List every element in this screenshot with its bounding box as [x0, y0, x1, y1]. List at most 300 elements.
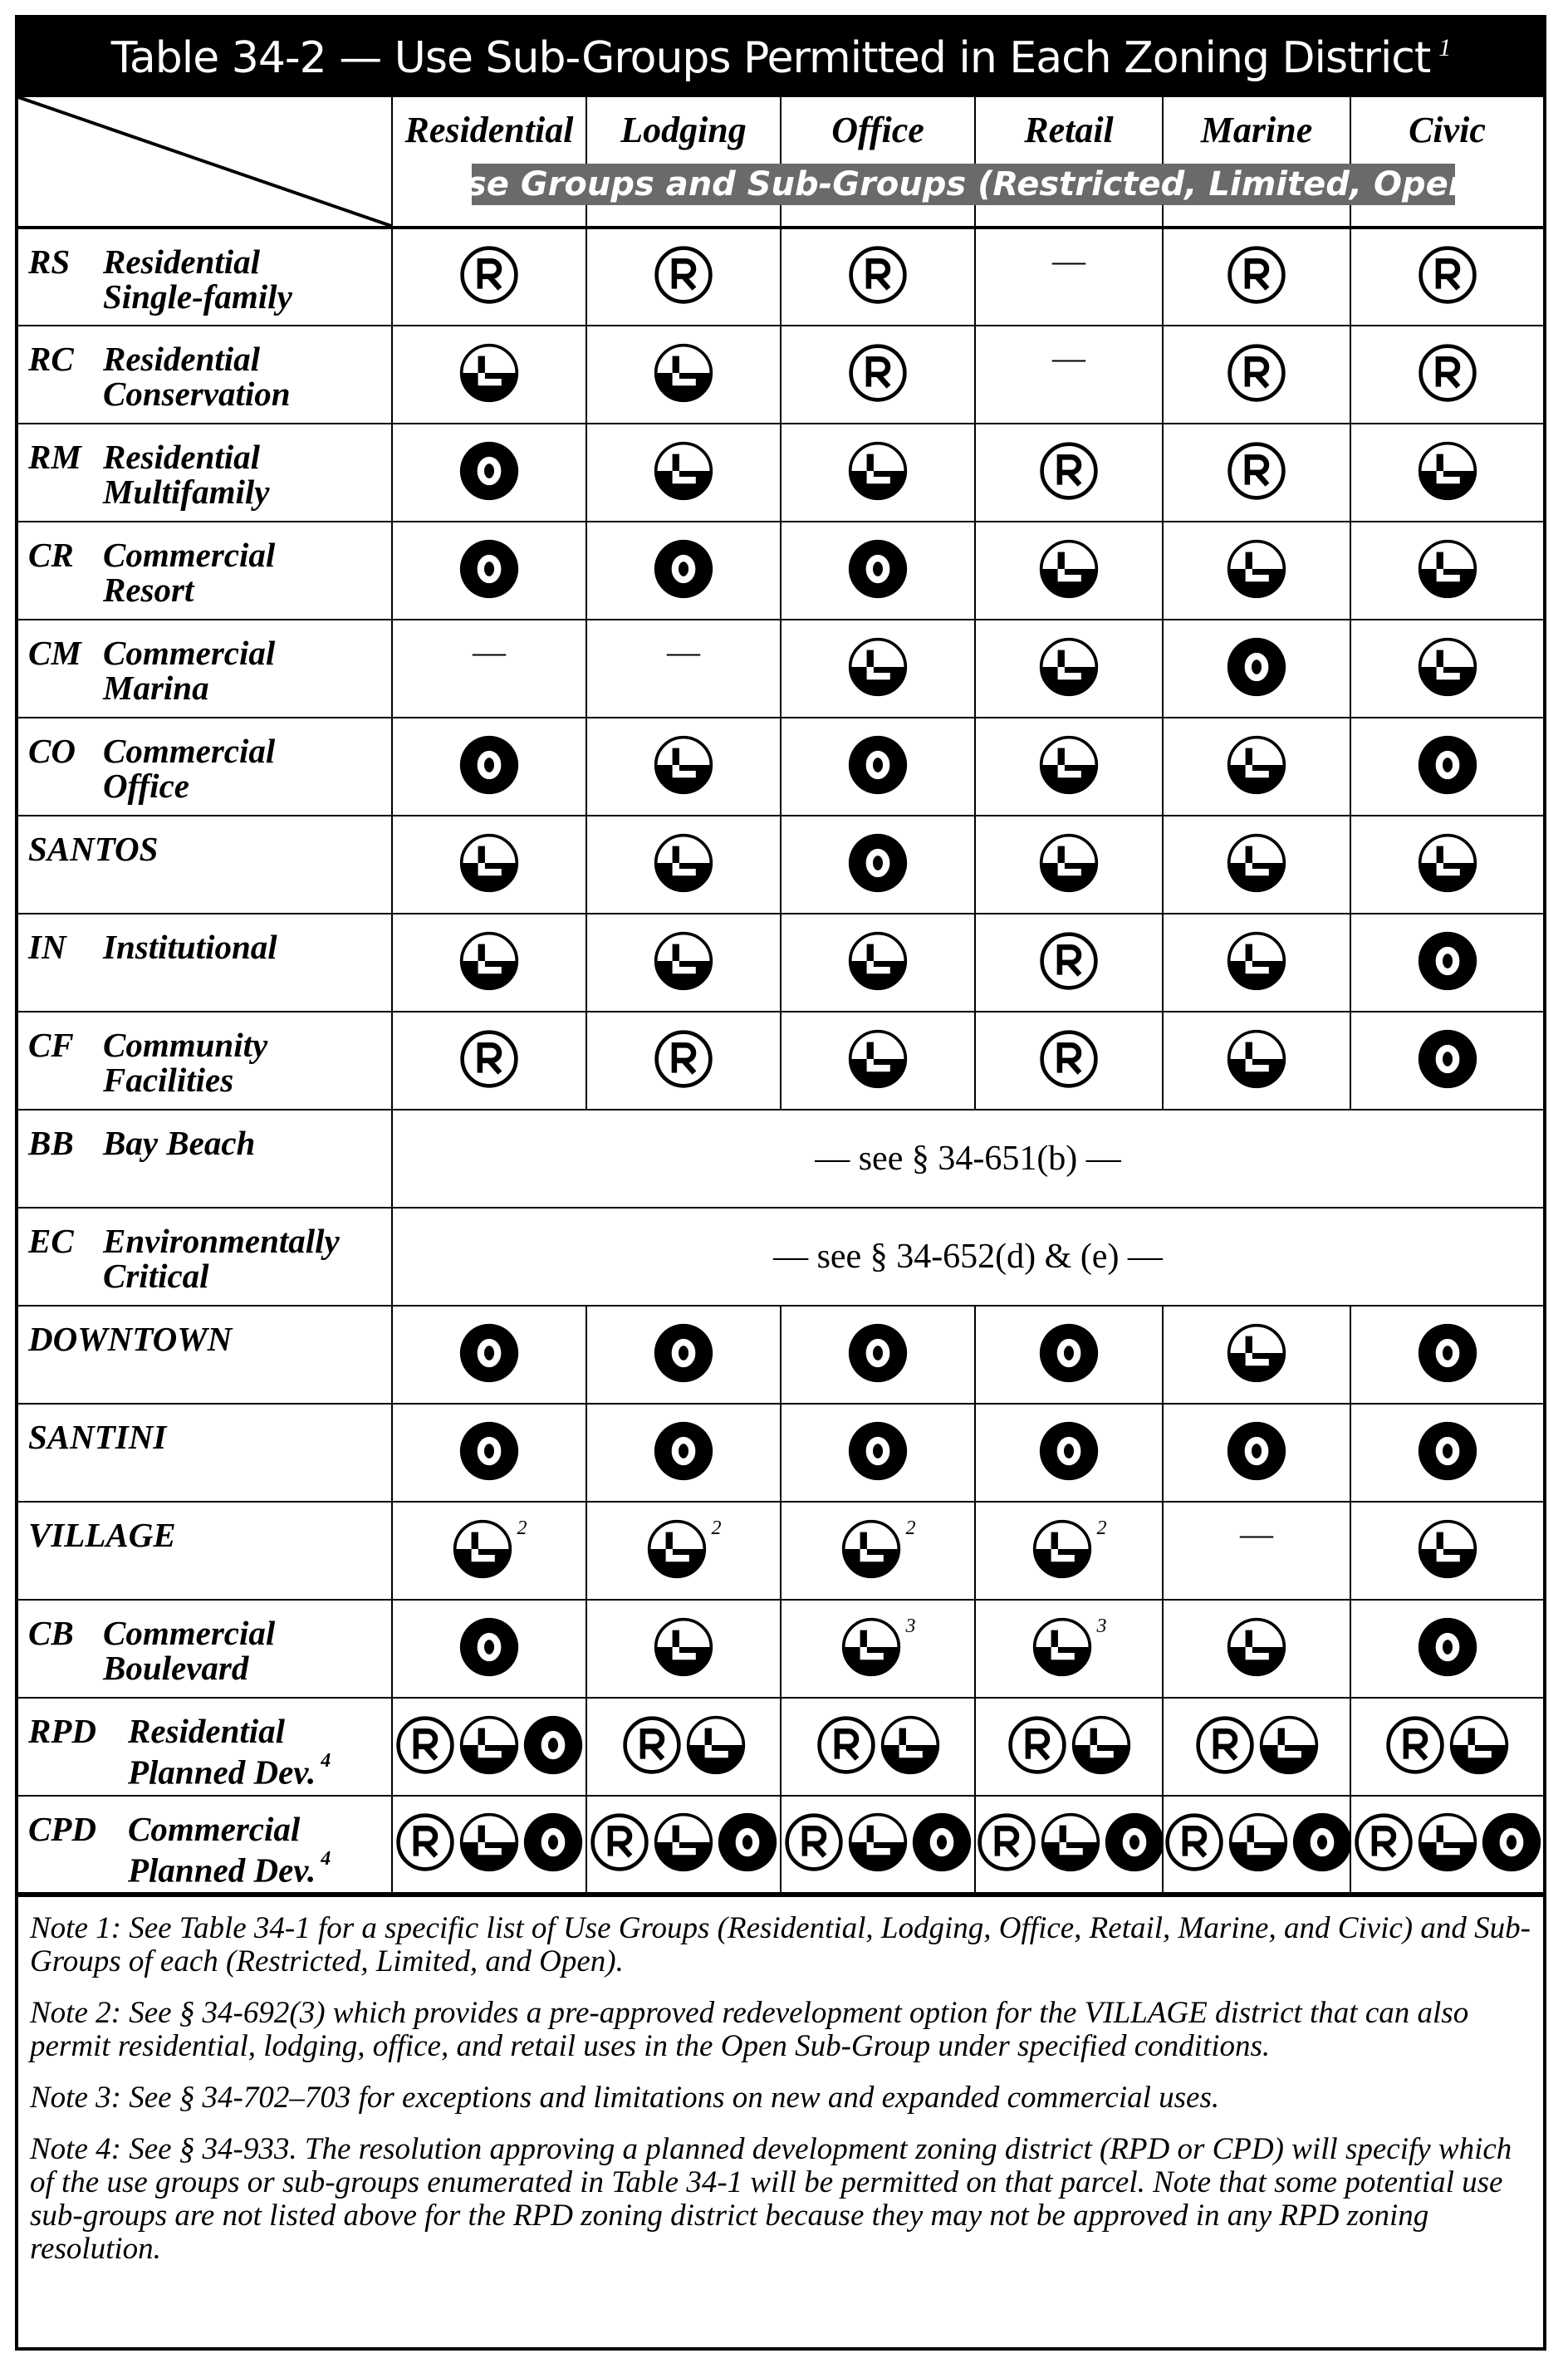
symbol-group	[1417, 342, 1478, 404]
limited-symbol-icon	[653, 1812, 714, 1873]
district-name-line	[103, 635, 391, 670]
symbol-group	[1031, 1518, 1107, 1580]
restricted-symbol-icon	[621, 1714, 683, 1776]
symbol-group	[653, 1322, 714, 1384]
symbol-group	[976, 1812, 1165, 1873]
permission-cell-marine	[1163, 620, 1350, 718]
see-section-reference: — see § 34-651(b) —	[392, 1110, 1543, 1208]
symbol-group	[1164, 1812, 1353, 1873]
table-row	[18, 1600, 1543, 1698]
permission-cell-office	[781, 424, 975, 522]
district-name-text: Planned Dev.	[128, 1753, 316, 1792]
district-name-line	[103, 1027, 391, 1062]
open-symbol-icon	[1038, 1322, 1100, 1384]
permission-cell-residential	[392, 424, 586, 522]
district-cell	[18, 326, 392, 424]
permission-cell-office	[781, 914, 975, 1012]
limited-symbol-icon	[458, 832, 520, 894]
open-symbol-icon	[458, 1322, 520, 1384]
table-row	[18, 1404, 1543, 1502]
district-name-text: Commercial	[128, 1810, 301, 1848]
district-name-line	[103, 537, 391, 572]
permission-cell-retail	[975, 914, 1163, 1012]
symbol-group	[1417, 1322, 1478, 1384]
column-header-label: Civic	[1409, 110, 1486, 150]
district-name-line	[103, 1223, 391, 1258]
permission-cell-civic	[1350, 1698, 1543, 1796]
open-symbol-icon	[1417, 1028, 1478, 1090]
district-name-text: Planned Dev.	[128, 1851, 316, 1890]
symbol-group	[1031, 1616, 1107, 1678]
district-cell	[18, 1600, 392, 1698]
permission-cell-lodging	[586, 914, 781, 1012]
table-row	[18, 522, 1543, 620]
column-header-label: Marine	[1200, 110, 1313, 150]
open-symbol-icon	[717, 1812, 778, 1873]
symbol-group	[1226, 1322, 1287, 1384]
limited-symbol-icon	[1038, 734, 1100, 796]
symbol-group	[1417, 1420, 1478, 1482]
permission-cell-retail	[975, 816, 1163, 914]
open-symbol-icon	[847, 832, 909, 894]
symbol-group	[1417, 1028, 1478, 1090]
permission-cell-office	[781, 1306, 975, 1404]
limited-symbol-icon	[653, 440, 714, 502]
symbol-group	[1038, 1028, 1100, 1090]
cell-footnote-marker: 2	[1096, 1517, 1107, 1539]
permission-cell-office	[781, 620, 975, 718]
open-symbol-icon	[847, 538, 909, 600]
limited-symbol-icon	[840, 1518, 902, 1580]
limited-symbol-icon	[847, 930, 909, 992]
restricted-symbol-icon	[816, 1714, 877, 1776]
limited-symbol-icon	[458, 1714, 520, 1776]
limited-symbol-icon	[1226, 1028, 1287, 1090]
permission-cell-marine	[1163, 718, 1350, 816]
permission-cell-office	[781, 522, 975, 620]
restricted-symbol-icon	[1007, 1714, 1068, 1776]
limited-symbol-icon	[1227, 1812, 1289, 1873]
permission-cell-civic	[1350, 1502, 1543, 1600]
district-cell	[18, 424, 392, 522]
district-name-line	[128, 1748, 391, 1790]
restricted-symbol-icon	[1226, 342, 1287, 404]
open-symbol-icon	[1417, 734, 1478, 796]
limited-symbol-icon	[1226, 538, 1287, 600]
permission-cell-residential	[392, 620, 586, 718]
permission-cell-lodging	[586, 1796, 781, 1893]
district-name-text: SANTOS	[28, 830, 159, 868]
limited-symbol-icon	[1038, 538, 1100, 600]
permission-cell-office	[781, 1796, 975, 1893]
restricted-symbol-icon	[1038, 1028, 1100, 1090]
symbol-group	[1226, 930, 1287, 992]
restricted-symbol-icon	[653, 244, 714, 306]
symbol-group	[458, 538, 520, 600]
cell-footnote-marker: 2	[905, 1517, 916, 1539]
symbol-group	[1417, 930, 1478, 992]
zoning-table-frame	[15, 15, 1546, 2351]
open-symbol-icon	[458, 440, 520, 502]
district-code: CO	[28, 732, 76, 770]
limited-symbol-icon	[1038, 832, 1100, 894]
table-row	[18, 816, 1543, 914]
district-code: RPD	[28, 1712, 96, 1750]
open-symbol-icon	[1417, 1616, 1478, 1678]
symbol-group	[1038, 734, 1100, 796]
symbol-group	[1417, 538, 1478, 600]
symbol-group	[1226, 244, 1287, 306]
symbol-group	[1226, 1028, 1287, 1090]
permission-cell-office	[781, 718, 975, 816]
district-name-line	[103, 341, 391, 376]
table-row	[18, 1012, 1543, 1110]
limited-symbol-icon	[458, 342, 520, 404]
district-name-text: DOWNTOWN	[28, 1320, 233, 1358]
zoning-use-table	[18, 97, 1543, 1894]
open-symbol-icon	[458, 1420, 520, 1482]
limited-symbol-icon	[646, 1518, 708, 1580]
district-cell	[18, 1110, 392, 1208]
permission-cell-retail	[975, 620, 1163, 718]
permission-cell-retail	[975, 1306, 1163, 1404]
limited-symbol-icon	[1040, 1812, 1101, 1873]
district-name-text: Boulevard	[103, 1649, 249, 1687]
table-row	[18, 1208, 1543, 1306]
permission-cell-lodging	[586, 718, 781, 816]
symbol-group	[1038, 1322, 1100, 1384]
permission-cell-office	[781, 1698, 975, 1796]
limited-symbol-icon	[840, 1616, 902, 1678]
cell-footnote-marker: 3	[1096, 1615, 1107, 1637]
symbol-group	[458, 930, 520, 992]
restricted-symbol-icon	[653, 1028, 714, 1090]
permission-cell-residential	[392, 1502, 586, 1600]
limited-symbol-icon	[1258, 1714, 1320, 1776]
permission-cell-civic	[1350, 522, 1543, 620]
district-footnote-marker: 4	[321, 1848, 331, 1870]
symbol-group	[646, 1518, 722, 1580]
limited-symbol-icon	[1038, 636, 1100, 698]
district-name-line	[103, 1650, 391, 1685]
symbol-group	[653, 244, 714, 306]
district-cell	[18, 816, 392, 914]
symbol-group	[847, 440, 909, 502]
restricted-symbol-icon	[394, 1714, 456, 1776]
symbol-group	[847, 1420, 909, 1482]
symbol-group	[1417, 1616, 1478, 1678]
district-name-line	[103, 929, 391, 964]
limited-symbol-icon	[847, 1028, 909, 1090]
permission-cell-residential	[392, 914, 586, 1012]
header-row	[18, 97, 1543, 228]
district-cell	[18, 1796, 392, 1893]
district-name-line	[103, 244, 391, 279]
district-name-text: Residential	[103, 340, 261, 378]
permission-cell-lodging	[586, 522, 781, 620]
permission-cell-residential	[392, 718, 586, 816]
district-name-text: Commercial	[103, 1614, 276, 1652]
district-cell	[18, 620, 392, 718]
permission-cell-civic	[1350, 620, 1543, 718]
table-row	[18, 1502, 1543, 1600]
symbol-group	[816, 1714, 941, 1776]
symbol-group	[653, 342, 714, 404]
restricted-symbol-icon	[1038, 930, 1100, 992]
district-cell	[18, 1208, 392, 1306]
limited-symbol-icon	[1417, 1518, 1478, 1580]
not-permitted-dash: —	[473, 633, 506, 670]
district-name-line	[103, 768, 391, 803]
symbol-group	[847, 342, 909, 404]
permission-cell-marine	[1163, 1012, 1350, 1110]
district-code: CB	[28, 1614, 74, 1652]
permission-cell-marine	[1163, 1600, 1350, 1698]
symbol-group	[1417, 832, 1478, 894]
table-row	[18, 228, 1543, 326]
column-header-lodging	[586, 97, 781, 228]
symbol-group	[1038, 440, 1100, 502]
permission-cell-retail	[975, 1698, 1163, 1796]
symbol-group	[452, 1518, 527, 1580]
symbol-group	[1038, 1420, 1100, 1482]
district-cell	[18, 914, 392, 1012]
permission-cell-lodging	[586, 816, 781, 914]
permission-cell-civic	[1350, 718, 1543, 816]
symbol-group	[621, 1714, 747, 1776]
district-name-text: VILLAGE	[28, 1516, 176, 1554]
symbol-group	[1038, 538, 1100, 600]
limited-symbol-icon	[1448, 1714, 1510, 1776]
restricted-symbol-icon	[1194, 1714, 1256, 1776]
permission-cell-civic	[1350, 816, 1543, 914]
restricted-symbol-icon	[783, 1812, 845, 1873]
district-name-line	[28, 831, 391, 866]
limited-symbol-icon	[1031, 1616, 1093, 1678]
not-permitted-dash: —	[1240, 1515, 1273, 1552]
cell-footnote-marker: 3	[905, 1615, 916, 1637]
restricted-symbol-icon	[394, 1812, 456, 1873]
column-header-label: Residential	[404, 110, 574, 150]
district-name-text: Office	[103, 767, 189, 805]
district-code: CF	[28, 1026, 74, 1064]
symbol-group	[1226, 342, 1287, 404]
open-symbol-icon	[458, 1616, 520, 1678]
notes-section	[18, 1894, 1543, 2266]
column-header-retail	[975, 97, 1163, 228]
district-name-line	[103, 376, 391, 411]
permission-cell-civic	[1350, 1306, 1543, 1404]
permission-cell-marine	[1163, 424, 1350, 522]
restricted-symbol-icon	[976, 1812, 1037, 1873]
symbol-group	[1194, 1714, 1320, 1776]
symbol-group	[458, 832, 520, 894]
symbol-group	[847, 930, 909, 992]
permission-cell-marine	[1163, 1502, 1350, 1600]
permission-cell-marine	[1163, 1698, 1350, 1796]
limited-symbol-icon	[653, 1616, 714, 1678]
permission-cell-lodging	[586, 1306, 781, 1404]
district-name-line	[103, 670, 391, 705]
symbol-group	[840, 1518, 916, 1580]
permission-cell-residential	[392, 326, 586, 424]
limited-symbol-icon	[847, 636, 909, 698]
district-cell	[18, 1502, 392, 1600]
open-symbol-icon	[1226, 636, 1287, 698]
column-header-label: Lodging	[620, 110, 747, 150]
open-symbol-icon	[522, 1812, 584, 1873]
district-code: IN	[28, 928, 66, 966]
table-row	[18, 914, 1543, 1012]
restricted-symbol-icon	[589, 1812, 650, 1873]
district-name-text: Residential	[128, 1712, 286, 1750]
district-code: CPD	[28, 1810, 96, 1848]
district-name-line	[103, 474, 391, 509]
restricted-symbol-icon	[1038, 440, 1100, 502]
title-footnote-marker: 1	[1438, 33, 1451, 61]
limited-symbol-icon	[1226, 1322, 1287, 1384]
note-2: Note 2: See § 34-692(3) which provides a pre-approved redevelopment option for the VILLAGE district that can also permit residential, lodging, office, and retail uses in the Open Sub-Group under specified conditions.	[30, 1996, 1469, 2063]
permission-cell-retail	[975, 326, 1163, 424]
limited-symbol-icon	[1031, 1518, 1093, 1580]
district-name-line	[103, 1062, 391, 1097]
permission-cell-office	[781, 1012, 975, 1110]
permission-cell-lodging	[586, 326, 781, 424]
symbol-group	[783, 1812, 973, 1873]
open-symbol-icon	[653, 1420, 714, 1482]
district-name-line	[103, 1125, 391, 1160]
permission-cell-residential	[392, 1306, 586, 1404]
symbol-group	[458, 1322, 520, 1384]
symbol-group	[653, 440, 714, 502]
limited-symbol-icon	[1226, 832, 1287, 894]
district-name-line	[103, 279, 391, 314]
symbol-group	[653, 538, 714, 600]
permission-cell-retail	[975, 718, 1163, 816]
open-symbol-icon	[458, 538, 520, 600]
restricted-symbol-icon	[847, 244, 909, 306]
symbol-group	[847, 1322, 909, 1384]
table-row	[18, 1796, 1543, 1893]
symbol-group	[847, 832, 909, 894]
permission-cell-civic	[1350, 326, 1543, 424]
permission-cell-office	[781, 1600, 975, 1698]
permission-cell-marine	[1163, 1404, 1350, 1502]
district-name-text: SANTINI	[28, 1418, 167, 1456]
column-header-label: Retail	[1024, 110, 1114, 150]
note-3: Note 3: See § 34-702–703 for exceptions and limitations on new and expanded commercial uses.	[30, 2081, 1220, 2115]
column-header-label: Office	[831, 110, 924, 150]
symbol-group	[1226, 1616, 1287, 1678]
district-cell	[18, 1404, 392, 1502]
permission-cell-lodging	[586, 620, 781, 718]
permission-cell-office	[781, 1502, 975, 1600]
permission-cell-marine	[1163, 914, 1350, 1012]
district-name-line	[128, 1713, 391, 1748]
symbol-group	[847, 734, 909, 796]
symbol-group	[1417, 734, 1478, 796]
symbol-group	[1226, 636, 1287, 698]
limited-symbol-icon	[653, 734, 714, 796]
permission-cell-retail	[975, 1600, 1163, 1698]
district-name-line	[28, 1517, 391, 1552]
district-name-text: Resort	[103, 571, 194, 609]
permission-cell-lodging	[586, 424, 781, 522]
restricted-symbol-icon	[1417, 244, 1478, 306]
open-symbol-icon	[458, 734, 520, 796]
symbol-group	[1226, 440, 1287, 502]
permission-cell-retail	[975, 1796, 1163, 1893]
permission-cell-residential	[392, 1012, 586, 1110]
symbol-group	[394, 1812, 584, 1873]
table-row	[18, 718, 1543, 816]
permission-cell-civic	[1350, 914, 1543, 1012]
permission-cell-marine	[1163, 228, 1350, 326]
permission-cell-lodging	[586, 1012, 781, 1110]
symbol-group	[1038, 930, 1100, 992]
district-name-text: Critical	[103, 1257, 209, 1295]
symbol-group	[1417, 1518, 1478, 1580]
limited-symbol-icon	[1226, 930, 1287, 992]
permission-cell-lodging	[586, 1404, 781, 1502]
open-symbol-icon	[653, 1322, 714, 1384]
open-symbol-icon	[1417, 1420, 1478, 1482]
restricted-symbol-icon	[1226, 244, 1287, 306]
permission-cell-retail	[975, 522, 1163, 620]
permission-cell-marine	[1163, 326, 1350, 424]
permission-cell-civic	[1350, 424, 1543, 522]
district-name-text: Commercial	[103, 536, 276, 574]
permission-cell-residential	[392, 228, 586, 326]
symbol-group	[458, 440, 520, 502]
district-code: CR	[28, 536, 74, 574]
restricted-symbol-icon	[1353, 1812, 1414, 1873]
limited-symbol-icon	[1071, 1714, 1132, 1776]
district-cell	[18, 1012, 392, 1110]
permission-cell-marine	[1163, 816, 1350, 914]
limited-symbol-icon	[1417, 440, 1478, 502]
header-corner-cell	[18, 97, 392, 228]
table-row	[18, 1306, 1543, 1404]
district-cell	[18, 718, 392, 816]
district-name-line	[103, 439, 391, 474]
table-row	[18, 326, 1543, 424]
permission-cell-office	[781, 228, 975, 326]
symbol-group	[653, 832, 714, 894]
district-name-text: Multifamily	[103, 473, 270, 511]
symbol-group	[1038, 832, 1100, 894]
limited-symbol-icon	[653, 832, 714, 894]
open-symbol-icon	[1417, 1322, 1478, 1384]
district-cell	[18, 522, 392, 620]
restricted-symbol-icon	[1417, 342, 1478, 404]
open-symbol-icon	[1038, 1420, 1100, 1482]
table-row	[18, 620, 1543, 718]
permission-cell-residential	[392, 816, 586, 914]
symbol-group	[847, 636, 909, 698]
symbol-group	[589, 1812, 778, 1873]
district-name-text: Commercial	[103, 732, 276, 770]
symbol-group	[653, 1420, 714, 1482]
limited-symbol-icon	[1226, 1616, 1287, 1678]
limited-symbol-icon	[452, 1518, 513, 1580]
district-name-text: Conservation	[103, 375, 291, 413]
permission-cell-civic	[1350, 1012, 1543, 1110]
limited-symbol-icon	[653, 342, 714, 404]
table-row	[18, 1698, 1543, 1796]
permission-cell-residential	[392, 1698, 586, 1796]
permission-cell-retail	[975, 424, 1163, 522]
